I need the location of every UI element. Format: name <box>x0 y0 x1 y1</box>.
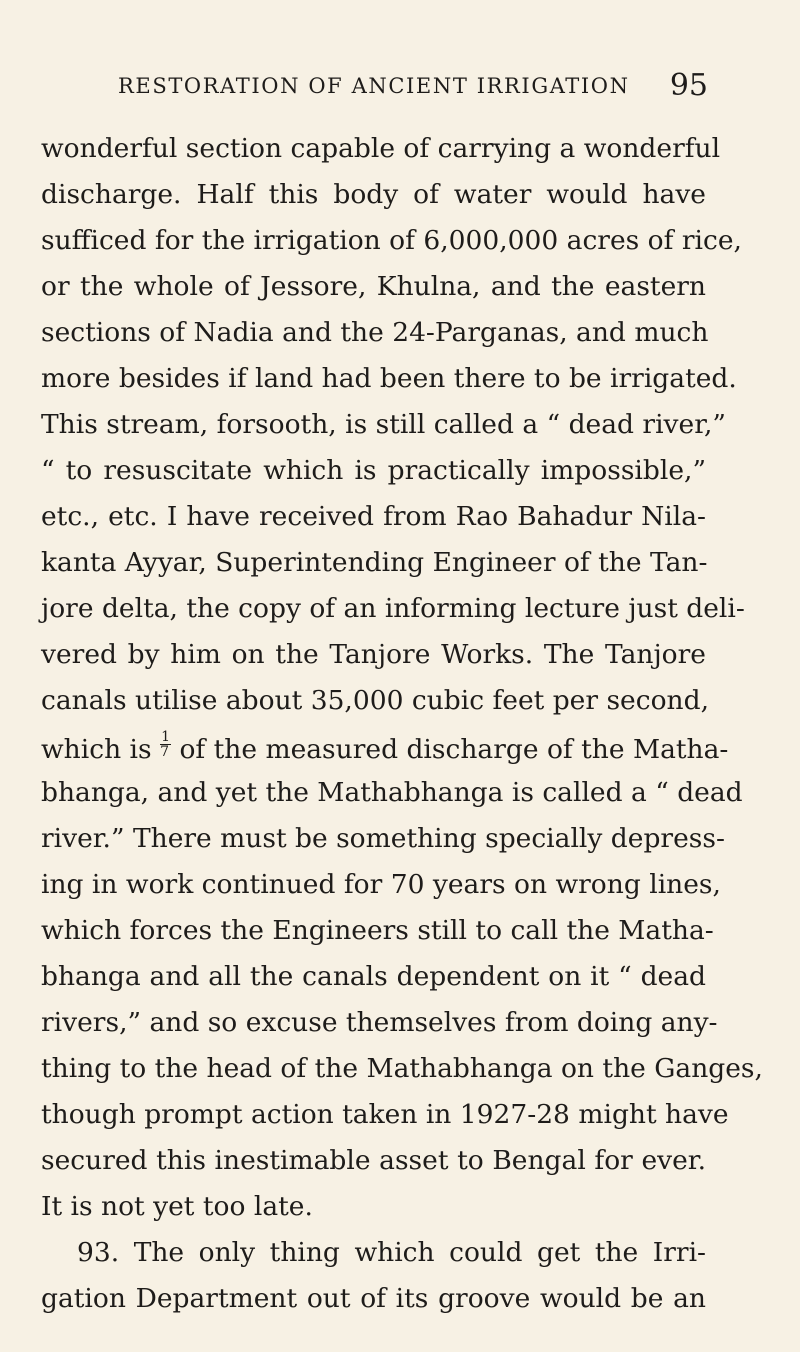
text-line: which forces the Engineers still to call the Matha- <box>41 915 714 946</box>
text-line-with-fraction <box>41 729 729 776</box>
text-line: discharge. Half this body of water would have <box>41 179 706 210</box>
text-line: gation Department out of its groove would be an <box>41 1283 706 1314</box>
text-line: sufficed for the irrigation of 6,000,000 acres of rice, <box>41 225 742 256</box>
text-fragment: of the measured discharge of the Matha- <box>179 734 729 765</box>
text-line: secured this inestimable asset to Bengal for ever. <box>41 1145 706 1176</box>
text-line: 93. The only thing which could get the Irri- <box>77 1237 706 1268</box>
text-line: sections of Nadia and the 24-Parganas, and much <box>41 317 709 348</box>
fraction-numerator: 1 <box>161 729 170 745</box>
text-line: kanta Ayyar, Superintending Engineer of the Tan- <box>41 547 708 578</box>
running-title: RESTORATION OF ANCIENT IRRIGATION <box>118 74 630 98</box>
text-line: vered by him on the Tanjore Works. The Tanjore <box>41 639 706 670</box>
text-line: canals utilise about 35,000 cubic feet per second, <box>41 685 709 716</box>
text-line: thing to the head of the Mathabhanga on the Ganges, <box>41 1053 763 1084</box>
text-line: more besides if land had been there to be irrigated. <box>41 363 737 394</box>
page-number: 95 <box>669 68 708 103</box>
text-line: wonderful section capable of carrying a wonderful <box>41 133 721 164</box>
text-line: or the whole of Jessore, Khulna, and the eastern <box>41 271 706 302</box>
fraction <box>160 730 171 759</box>
text-line: It is not yet too late. <box>41 1191 313 1222</box>
text-line: rivers,” and so excuse themselves from doing any- <box>41 1007 718 1038</box>
text-fragment: which is <box>41 734 152 765</box>
text-line: “ to resuscitate which is practically impossible,” <box>41 455 706 486</box>
running-head <box>118 68 708 108</box>
text-line: river.” There must be something specially depress- <box>41 823 725 854</box>
text-line: bhanga and all the canals dependent on it “ dead <box>41 961 706 992</box>
text-line: This stream, forsooth, is still called a “ dead river,” <box>41 409 726 440</box>
text-line: etc., etc. I have received from Rao Bahadur Nila- <box>41 501 706 532</box>
text-line: though prompt action taken in 1927-28 might have <box>41 1099 729 1130</box>
text-line: ing in work continued for 70 years on wrong lines, <box>41 869 721 900</box>
fraction-denominator: 7 <box>160 744 169 760</box>
text-line: jore delta, the copy of an informing lecture just deli- <box>41 593 745 624</box>
text-line: bhanga, and yet the Mathabhanga is called a “ dead <box>41 777 743 808</box>
